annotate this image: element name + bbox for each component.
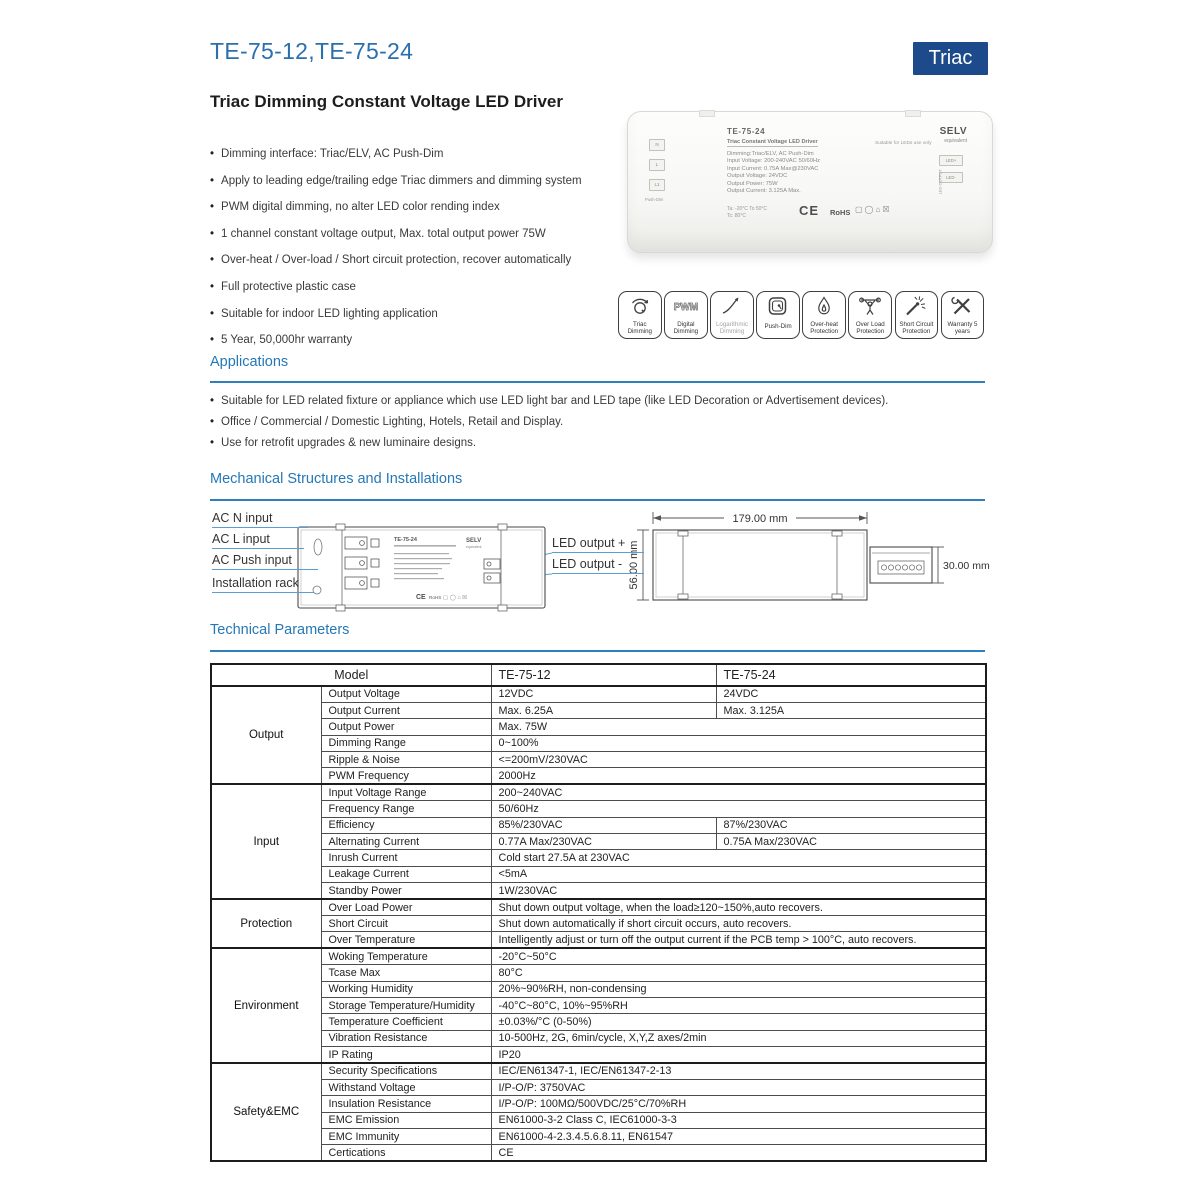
icon-label: Logarithmic Dimming xyxy=(715,321,748,336)
technical-parameters-table xyxy=(210,663,987,1162)
pwm-icon xyxy=(671,295,701,317)
param-value: 87%/230VAC xyxy=(716,817,986,833)
param-label: Short Circuit xyxy=(321,915,491,931)
param-value: 50/60Hz xyxy=(491,801,986,817)
param-label: Withstand Voltage xyxy=(321,1079,491,1095)
label-selv: SELV xyxy=(939,126,967,137)
param-value: 80°C xyxy=(491,965,986,981)
param-value: 1W/230VAC xyxy=(491,883,986,899)
dimension-side-view xyxy=(870,547,990,583)
terminal-led-minus: LED- xyxy=(939,172,963,183)
table-row xyxy=(211,997,986,1013)
group-label: Input xyxy=(211,784,321,899)
param-label: Woking Temperature xyxy=(321,948,491,964)
model-col-te-75-12: TE-75-12 xyxy=(491,664,716,686)
table-row xyxy=(211,702,986,718)
table-row xyxy=(211,817,986,833)
ta-line: Ta: -20°C To 50°C xyxy=(727,206,768,212)
param-value: Shut down automatically if short circuit occurs, auto recovers. xyxy=(491,915,986,931)
feature-icon-warranty xyxy=(941,291,985,339)
param-value: 24VDC xyxy=(716,686,986,702)
table-row xyxy=(211,1047,986,1063)
list-item: • Suitable for LED related fixture or appliance which use LED light bar and LED tape (like LED Decoration or Advertisement devices). xyxy=(210,391,1000,412)
product-subtitle: Triac Dimming Constant Voltage LED Driver xyxy=(210,92,563,111)
spec-line: Output Voltage: 24VDC xyxy=(727,173,788,180)
group-label: Safety&EMC xyxy=(211,1063,321,1161)
icon-label: Warranty 5 years xyxy=(947,321,978,336)
param-label: Dimming Range xyxy=(321,735,491,751)
svg-text:PWM: PWM xyxy=(673,302,699,313)
icon-label: Triac Dimming xyxy=(627,321,652,336)
drawing-model-text: TE-75-24 xyxy=(394,537,417,543)
terminal-l1: L1 xyxy=(649,179,665,191)
callout-led-output-plus: LED output + xyxy=(552,536,644,553)
param-value: -20°C~50°C xyxy=(491,948,986,964)
label-model: TE-75-24 xyxy=(727,127,766,136)
param-value: Max. 3.125A xyxy=(716,702,986,718)
table-row xyxy=(211,965,986,981)
label-product-name: Triac Constant Voltage LED Driver xyxy=(727,139,818,145)
table-row xyxy=(211,735,986,751)
param-value: <=200mV/230VAC xyxy=(491,752,986,768)
param-value: 0.77A Max/230VAC xyxy=(491,834,716,850)
spec-line: Input Voltage: 200-240VAC 50/60Hz xyxy=(727,158,821,165)
spec-line: Input Current: 0.75A Max@230VAC xyxy=(727,165,819,172)
spec-line: Dimming:Triac/ELV, AC Push-Dim xyxy=(727,151,814,157)
table-row xyxy=(211,948,986,964)
ac-terminal-blocks xyxy=(345,537,379,589)
applications-heading: Applications xyxy=(210,354,289,370)
param-value: 20%~90%RH, non-condensing xyxy=(491,981,986,997)
table-row xyxy=(211,784,986,800)
spec-line: Output Current: 3.125A Max. xyxy=(727,188,801,195)
icon-label: Over-heat Protection xyxy=(810,321,839,336)
callout-ac-l-input: AC L input xyxy=(212,532,304,549)
icon-label: Short Circuit Protection xyxy=(899,321,934,336)
param-value: 0~100% xyxy=(491,735,986,751)
table-row xyxy=(211,915,986,931)
param-value: 0.75A Max/230VAC xyxy=(716,834,986,850)
table-row xyxy=(211,932,986,948)
feature-icon-short-circuit-protection xyxy=(895,291,939,339)
terminal-l: L xyxy=(649,159,665,171)
spark-match-icon xyxy=(904,295,928,319)
table-row xyxy=(211,1030,986,1046)
param-label: PWM Frequency xyxy=(321,768,491,784)
terminal-n: N xyxy=(649,139,665,151)
callout-ac-n-input: AC N input xyxy=(212,511,308,528)
param-label: Storage Temperature/Humidity xyxy=(321,997,491,1013)
label-temperature xyxy=(727,206,767,219)
param-label: Over Temperature xyxy=(321,932,491,948)
list-item: • Suitable for indoor LED lighting application xyxy=(210,301,650,328)
ac-terminals xyxy=(649,139,665,199)
feature-icons-row xyxy=(618,291,984,339)
label-specs xyxy=(727,151,820,195)
technical-parameters xyxy=(210,663,987,1162)
table-header-row xyxy=(211,664,986,686)
mechanical-heading: Mechanical Structures and Installations xyxy=(210,471,463,487)
label-suitable: Suitable for LEDs use only xyxy=(875,141,932,146)
log-curve-icon xyxy=(720,295,744,317)
section-divider xyxy=(210,650,985,652)
triac-dimming-knob-icon xyxy=(628,295,652,317)
led-output-rotated-label: LED OUTPUT xyxy=(937,169,942,195)
param-label: Input Voltage Range xyxy=(321,784,491,800)
table-row xyxy=(211,1079,986,1095)
table-row xyxy=(211,768,986,784)
mounting-tab xyxy=(699,110,715,117)
cert-glyph-icons: ▢◯⌂☒ xyxy=(855,205,892,214)
table-row xyxy=(211,1112,986,1128)
feature-icon-push-dim xyxy=(756,291,800,339)
section-divider xyxy=(210,381,985,383)
table-row xyxy=(211,1014,986,1030)
section-divider xyxy=(210,499,985,501)
icon-label: Push-Dim xyxy=(764,323,792,331)
feature-icon-overheat-protection xyxy=(802,291,846,339)
dim-width-label: 179.00 mm xyxy=(732,513,788,525)
driver-top-view xyxy=(298,524,545,611)
weightlifter-icon xyxy=(858,295,882,319)
page-title: TE-75-12,TE-75-24 xyxy=(210,38,414,64)
param-label: Alternating Current xyxy=(321,834,491,850)
param-label: Inrush Current xyxy=(321,850,491,866)
push-button-icon xyxy=(766,295,790,319)
table-row xyxy=(211,981,986,997)
feature-icon-triac-dimming xyxy=(618,291,662,339)
table-row xyxy=(211,850,986,866)
param-value: EN61000-4-2.3.4.5.6.8.11, EN61547 xyxy=(491,1129,986,1145)
param-label: Over Load Power xyxy=(321,899,491,915)
params-table-body xyxy=(211,686,986,1161)
group-label: Output xyxy=(211,686,321,784)
param-value: EN61000-3-2 Class C, IEC61000-3-3 xyxy=(491,1112,986,1128)
flame-icon xyxy=(812,295,836,319)
terminal-led-plus: LED+ xyxy=(939,155,963,166)
table-row xyxy=(211,1096,986,1112)
list-item: • PWM digital dimming, no alter LED color rending index xyxy=(210,194,650,221)
callout-installation-rack: Installation rack xyxy=(212,576,314,593)
param-label: IP Rating xyxy=(321,1047,491,1063)
ce-mark: CE xyxy=(799,203,820,218)
param-label: Tcase Max xyxy=(321,965,491,981)
param-label: Output Power xyxy=(321,719,491,735)
rohs-mark: RoHS xyxy=(830,208,851,217)
list-item: • Use for retrofit upgrades & new luminaire designs. xyxy=(210,433,1000,454)
param-label: EMC Emission xyxy=(321,1112,491,1128)
table-row xyxy=(211,866,986,882)
param-value: CE xyxy=(491,1145,986,1161)
group-label: Environment xyxy=(211,948,321,1063)
features-list xyxy=(210,141,650,354)
param-value: <5mA xyxy=(491,866,986,882)
param-label: Vibration Resistance xyxy=(321,1030,491,1046)
param-value: Max. 6.25A xyxy=(491,702,716,718)
list-item: • Dimming interface: Triac/ELV, AC Push-Dim xyxy=(210,141,650,168)
param-value: 200~240VAC xyxy=(491,784,986,800)
param-label: Temperature Coefficient xyxy=(321,1014,491,1030)
table-row xyxy=(211,899,986,915)
param-value: Intelligently adjust or turn off the output current if the PCB temp > 100°C, auto recovers. xyxy=(491,932,986,948)
feature-icon-digital-dimming xyxy=(664,291,708,339)
feature-icon-logarithmic-dimming xyxy=(710,291,754,339)
callout-led-output-minus: LED output - xyxy=(552,557,644,574)
param-value: I/P-O/P: 100MΩ/500VDC/25°C/70%RH xyxy=(491,1096,986,1112)
table-row xyxy=(211,752,986,768)
param-label: Output Voltage xyxy=(321,686,491,702)
param-label: EMC Immunity xyxy=(321,1129,491,1145)
model-col-te-75-24: TE-75-24 xyxy=(716,664,986,686)
param-label: Insulation Resistance xyxy=(321,1096,491,1112)
list-item: • Office / Commercial / Domestic Lighting, Hotels, Retail and Display. xyxy=(210,412,1000,433)
table-row xyxy=(211,801,986,817)
dimension-top-view xyxy=(628,512,867,600)
icon-label: Over Load Protection xyxy=(855,321,885,336)
list-item: • 1 channel constant voltage output, Max. total output power 75W xyxy=(210,221,650,248)
led-terminals xyxy=(939,155,963,189)
technical-heading: Technical Parameters xyxy=(210,622,350,638)
push-dim-label: Push-Dim xyxy=(645,197,664,202)
param-label: Standby Power xyxy=(321,883,491,899)
icon-label: Digital Dimming xyxy=(673,321,699,336)
drawing-cert-glyphs: ▢◯⌂☒ xyxy=(443,595,469,601)
param-value: ±0.03%/°C (0-50%) xyxy=(491,1014,986,1030)
param-value: 2000Hz xyxy=(491,768,986,784)
list-item: • Over-heat / Over-load / Short circuit protection, recover automatically xyxy=(210,247,650,274)
mounting-tab xyxy=(905,110,921,117)
table-row xyxy=(211,1145,986,1161)
drawing-ce: CE xyxy=(416,594,426,601)
param-label: Working Humidity xyxy=(321,981,491,997)
table-row xyxy=(211,883,986,899)
spec-line: Output Power: 75W xyxy=(727,180,778,187)
table-row xyxy=(211,686,986,702)
model-header: Model xyxy=(211,664,491,686)
param-label: Frequency Range xyxy=(321,801,491,817)
param-label: Ripple & Noise xyxy=(321,752,491,768)
param-label: Security Specifications xyxy=(321,1063,491,1079)
param-label: Leakage Current xyxy=(321,866,491,882)
list-item: • Apply to leading edge/trailing edge Triac dimmers and dimming system xyxy=(210,168,650,195)
drawing-selv-text: SELV xyxy=(466,538,482,544)
param-value: I/P-O/P: 3750VAC xyxy=(491,1079,986,1095)
callout-ac-push-input: AC Push input xyxy=(212,553,318,570)
list-item: • 5 Year, 50,000hr warranty xyxy=(210,327,650,354)
param-value: -40°C~80°C, 10%~95%RH xyxy=(491,997,986,1013)
param-value: Cold start 27.5A at 230VAC xyxy=(491,850,986,866)
param-value: 85%/230VAC xyxy=(491,817,716,833)
product-photo xyxy=(627,111,993,253)
dim-depth-label: 30.00 mm xyxy=(943,560,990,572)
feature-icon-overload-protection xyxy=(848,291,892,339)
param-label: Certications xyxy=(321,1145,491,1161)
table-row xyxy=(211,719,986,735)
applications-list xyxy=(210,391,1000,455)
list-item: • Full protective plastic case xyxy=(210,274,650,301)
param-value: 12VDC xyxy=(491,686,716,702)
param-value: Max. 75W xyxy=(491,719,986,735)
table-row xyxy=(211,1129,986,1145)
param-value: IP20 xyxy=(491,1047,986,1063)
table-row xyxy=(211,834,986,850)
param-value: Shut down output voltage, when the load≥120~150%,auto recovers. xyxy=(491,899,986,915)
drawing-rohs: RoHS xyxy=(429,595,442,600)
tools-icon xyxy=(950,295,974,319)
param-label: Output Current xyxy=(321,702,491,718)
triac-badge: Triac xyxy=(913,42,988,75)
group-label: Protection xyxy=(211,899,321,948)
label-selv-sub: equivalent xyxy=(944,138,967,144)
tc-line: Tc: 80°C xyxy=(727,212,746,219)
dim-height-label: 56.00 mm xyxy=(628,540,640,590)
param-value: 10-500Hz, 2G, 6min/cycle, X,Y,Z axes/2min xyxy=(491,1030,986,1046)
param-value: IEC/EN61347-1, IEC/EN61347-2-13 xyxy=(491,1063,986,1079)
param-label: Efficiency xyxy=(321,817,491,833)
table-row xyxy=(211,1063,986,1079)
drawing-selv-sub: equivalent xyxy=(466,545,482,549)
